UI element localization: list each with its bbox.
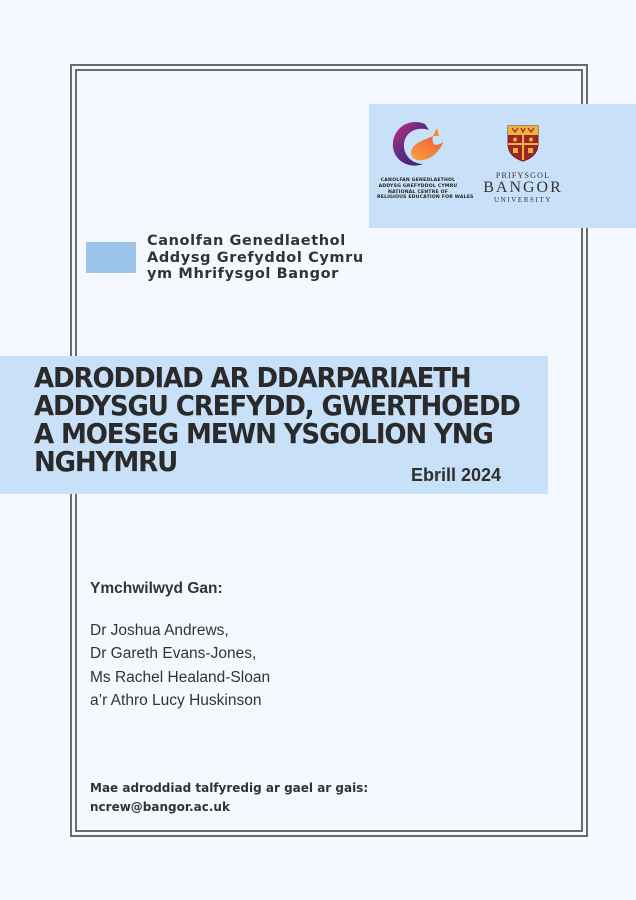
logo-text-line: RELIGIOUS EDUCATION FOR WALES [377, 195, 474, 201]
logo-text-line: NATIONAL CENTRE OF [387, 189, 449, 195]
accent-block [86, 242, 136, 273]
bangor-university-text: UNIVERSITY [494, 196, 552, 204]
centre-name-line: Canolfan Genedlaethol [147, 233, 346, 249]
author-list [90, 619, 270, 712]
author-name: Dr Gareth Evans-Jones, [90, 645, 257, 663]
national-centre-logo [377, 118, 474, 201]
availability-notice [90, 779, 368, 817]
author-name: a’r Athro Lucy Huskinson [90, 691, 262, 709]
logo-text-line: ADDYSG GREFYDDOL CYMRU [378, 183, 458, 189]
logo-text-line: CANOLFAN GENEDLAETHOL [380, 178, 456, 183]
national-centre-logo-mark [377, 118, 459, 170]
notice-text: Mae adroddiad talfyredig ar gael ar gais: [90, 781, 369, 795]
report-title: ADRODDIAD AR DDARPARIAETH ADDYSGU CREFYDD, GWERTHOEDD A MOESEG MEWN YSGOLION YNG NGHYMRU [34, 361, 520, 478]
author-name: Ms Rachel Healand-Sloan [90, 668, 271, 686]
contact-email: ncrew@bangor.ac.uk [90, 800, 230, 814]
centre-name [147, 233, 364, 283]
logo-panel [369, 104, 636, 228]
author-name: Dr Joshua Andrews, [90, 622, 229, 639]
bangor-prifysgol-text: PRIFYSGOL [495, 171, 551, 180]
centre-name-line: Addysg Grefyddol Cymru [147, 249, 364, 266]
research-heading: Ymchwilwyd Gan: [90, 580, 223, 597]
bangor-name-text: BANGOR [483, 179, 563, 196]
centre-name-line: ym Mhrifysgol Bangor [147, 266, 339, 282]
bangor-university-logo [473, 124, 573, 204]
bangor-crest-icon [506, 124, 540, 162]
report-date: Ebrill 2024 [411, 465, 502, 485]
national-centre-logo-text [377, 178, 474, 201]
